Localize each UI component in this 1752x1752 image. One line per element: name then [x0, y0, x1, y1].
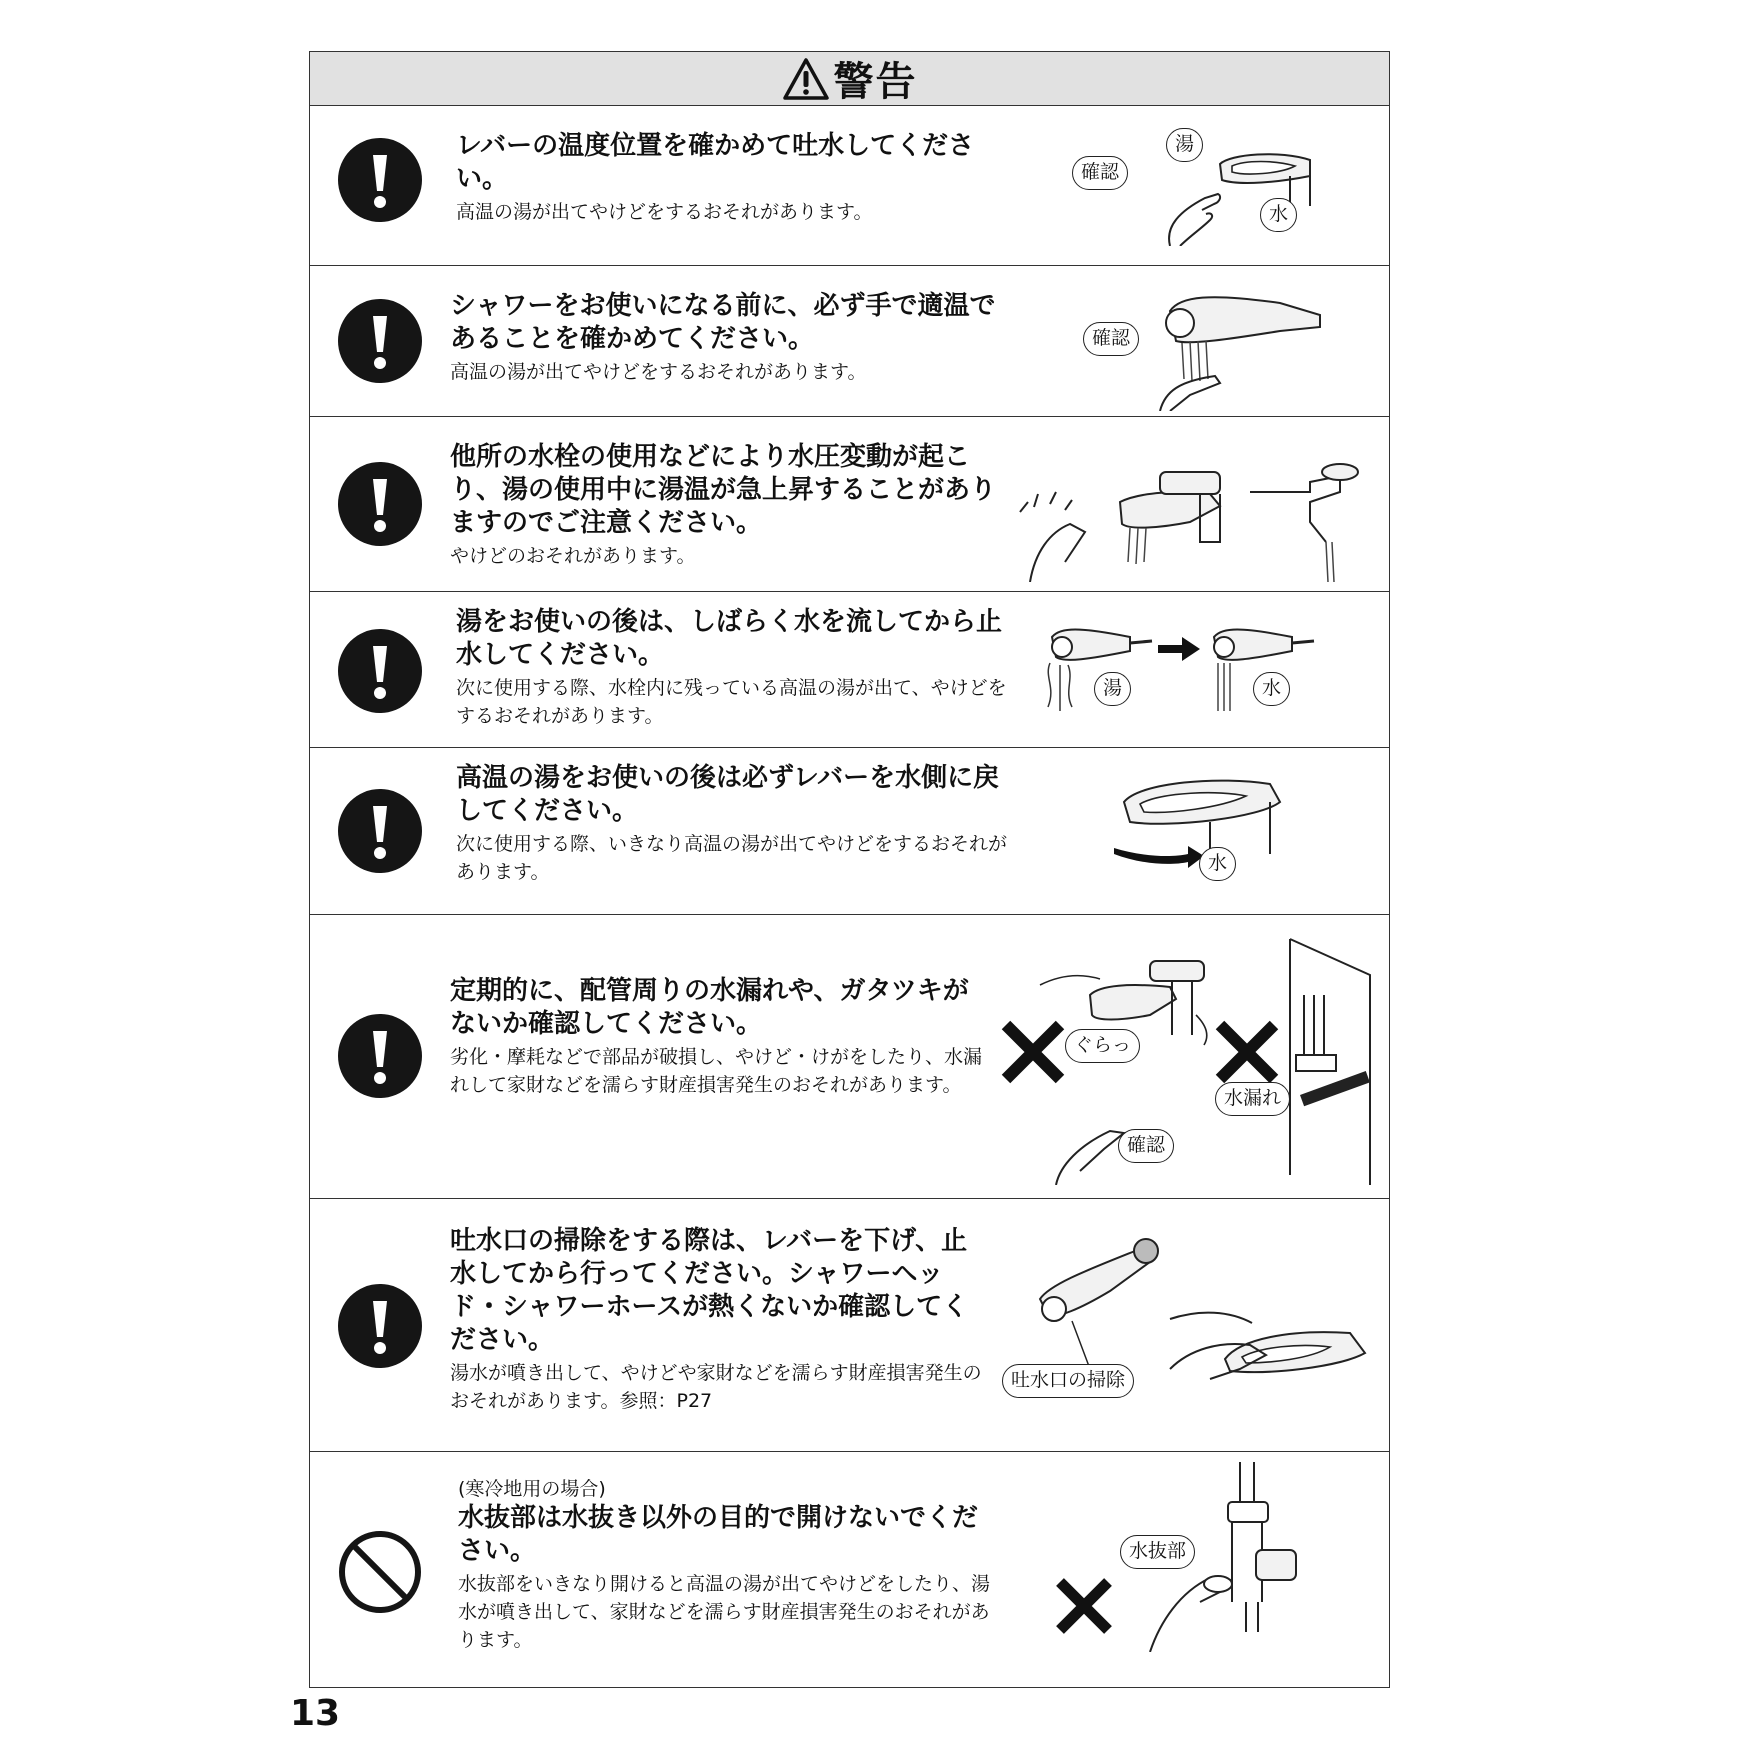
label-wobble: ぐらっ [1065, 1029, 1140, 1063]
label-check: 確認 [1118, 1129, 1174, 1163]
prohibition-icon [337, 1529, 423, 1615]
label-cold: 水 [1260, 198, 1297, 232]
row-text [450, 441, 1010, 570]
row-heading: 湯をお使いの後は、しばらく水を流してから止水してください。 [456, 607, 1003, 670]
mandatory-action-icon [337, 137, 423, 223]
row-text [456, 606, 1016, 730]
row-text [456, 762, 1016, 886]
row-body: 次に使用する際、いきなり高温の湯が出てやけどをするおそれがあります。 [456, 833, 1008, 883]
row-text [450, 975, 990, 1099]
shower-check-illustration [1120, 271, 1340, 411]
label-cold: 水 [1199, 847, 1236, 881]
mandatory-action-icon [337, 788, 423, 874]
label-spout-cleaning: 吐水口の掃除 [1002, 1364, 1134, 1398]
row-body: 湯水が噴き出して、やけどや家財などを濡らす財産損害発生のおそれがあります。参照：P27 [450, 1362, 982, 1412]
row-heading: シャワーをお使いになる前に、必ず手で適温であることを確かめてください。 [450, 291, 996, 354]
row-body: 水抜部をいきなり開けると高温の湯が出てやけどをしたり、湯水が噴き出して、家財などを濡らす財産損害発生のおそれがあります。 [458, 1573, 991, 1651]
row-heading: 水抜部は水抜き以外の目的で開けないでください。 [458, 1503, 979, 1566]
row-prefix: (寒冷地用の場合) [458, 1478, 606, 1500]
mandatory-action-icon [337, 1013, 423, 1099]
warning-row [310, 915, 1389, 1199]
row-heading: レバーの温度位置を確かめて吐水してください。 [456, 131, 975, 194]
warning-row [310, 592, 1389, 748]
label-leak: 水漏れ [1215, 1082, 1290, 1116]
hot-to-cold-illustration [1040, 607, 1370, 727]
mandatory-action-icon [337, 298, 423, 384]
warning-header [310, 52, 1389, 106]
warning-row [310, 748, 1389, 915]
warning-table [309, 51, 1390, 1688]
row-text [450, 290, 1010, 386]
mandatory-action-icon [337, 628, 423, 714]
warning-row [310, 417, 1389, 592]
lever-check-illustration [1110, 136, 1340, 246]
pressure-change-illustration [1010, 432, 1380, 582]
label-hot: 湯 [1094, 672, 1131, 706]
warning-row [310, 1199, 1389, 1452]
row-heading: 吐水口の掃除をする際は、レバーを下げ、止水してから行ってください。シャワーヘッド・シャワーホースが熱くないか確認してください。 [450, 1226, 969, 1355]
row-body: やけどのおそれがあります。 [450, 545, 696, 567]
warning-row [310, 106, 1389, 266]
page-number: 13 [290, 1693, 341, 1734]
warning-row [310, 266, 1389, 417]
label-hot: 湯 [1166, 128, 1203, 162]
mandatory-action-icon [337, 1283, 423, 1369]
label-drain-part: 水抜部 [1120, 1535, 1195, 1569]
mandatory-action-icon [337, 461, 423, 547]
label-cold: 水 [1253, 672, 1290, 706]
warning-triangle-icon [782, 57, 830, 101]
row-heading: 高温の湯をお使いの後は必ずレバーを水側に戻してください。 [456, 763, 1000, 826]
row-text [456, 130, 1016, 226]
row-body: 高温の湯が出てやけどをするおそれがあります。 [456, 201, 873, 223]
row-heading: 定期的に、配管周りの水漏れや、ガタツキがないか確認してください。 [450, 976, 969, 1039]
label-check: 確認 [1072, 156, 1128, 190]
warning-row [310, 1452, 1389, 1688]
row-text [458, 1476, 998, 1654]
label-check: 確認 [1083, 322, 1139, 356]
row-body: 高温の湯が出てやけどをするおそれがあります。 [450, 361, 867, 383]
row-text [450, 1225, 990, 1415]
pipe-inspection-illustration [1000, 935, 1385, 1185]
warning-title: 警告 [833, 59, 918, 105]
row-body: 劣化・摩耗などで部品が破損し、やけど・けがをしたり、水漏れして家財などを濡らす財産損害発生のおそれがあります。 [450, 1046, 983, 1096]
row-heading: 他所の水栓の使用などにより水圧変動が起こり、湯の使用中に湯温が急上昇することがありますのでご注意ください。 [450, 442, 997, 538]
row-body: 次に使用する際、水栓内に残っている高温の湯が出て、やけどをするおそれがあります。 [456, 677, 1007, 727]
